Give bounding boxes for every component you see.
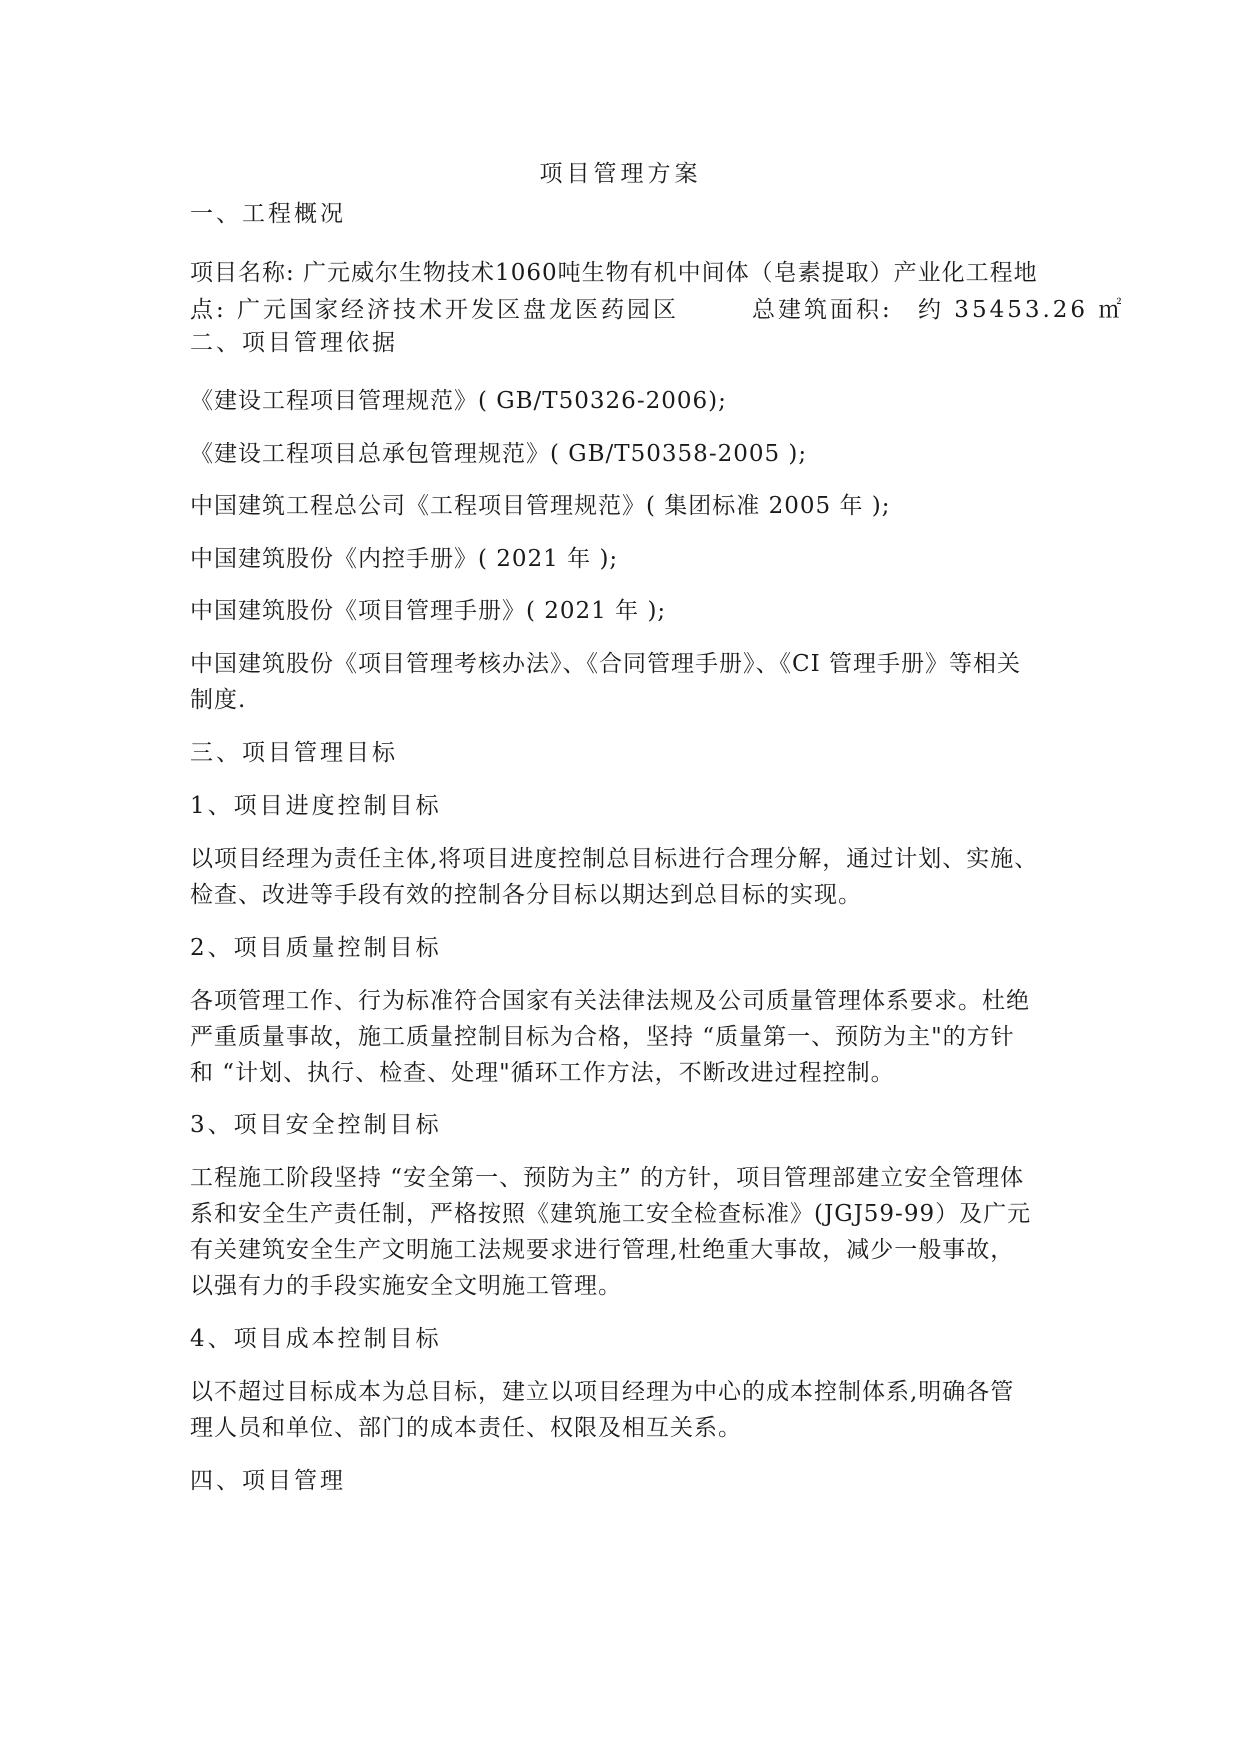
goal-heading-progress: 1、项目进度控制目标 (190, 793, 442, 819)
section-heading-goals: 三、项目管理目标 (190, 740, 398, 766)
goal-heading-cost: 4、项目成本控制目标 (190, 1326, 442, 1352)
goal-heading-safety: 3、项目安全控制目标 (190, 1112, 442, 1138)
paragraph-line: 和 “计划、执行、检查、处理"循环工作方法，不断改进过程控制。 (190, 1060, 895, 1086)
basis-item: 《建设工程项目管理规范》( GB/T50326-2006); (190, 388, 727, 414)
paragraph-line: 以项目经理为责任主体,将项目进度控制总目标进行合理分解，通过计划、实施、 (190, 846, 1039, 872)
paragraph-line: 检查、改进等手段有效的控制各分目标以期达到总目标的实现。 (190, 882, 862, 908)
basis-item: 中国建筑股份《项目管理手册》( 2021 年 ); (190, 598, 667, 624)
basis-item: 制度. (190, 687, 247, 713)
paragraph-line: 系和安全生产责任制，严格按照《建筑施工安全检查标准》(JGJ59-99）及广元 (190, 1201, 1032, 1227)
project-place-line: 点: 广元国家经济技术开发区盘龙医药园区 (190, 297, 680, 323)
paragraph-line: 理人员和单位、部门的成本责任、权限及相互关系。 (190, 1415, 742, 1441)
section-heading-overview: 一、工程概况 (190, 201, 346, 227)
project-area-value: 约 35453.26 ㎡ (918, 297, 1125, 323)
basis-item: 中国建筑股份《内控手册》( 2021 年 ); (190, 546, 619, 572)
paragraph-line: 以不超过目标成本为总目标，建立以项目经理为中心的成本控制体系,明确各管 (190, 1379, 1015, 1405)
project-area-label: 总建筑面积: (752, 297, 893, 323)
section-heading-basis: 二、项目管理依据 (190, 330, 398, 356)
project-name-line: 项目名称: 广元威尔生物技术1060吨生物有机中间体（皂素提取）产业化工程地 (190, 260, 1038, 286)
paragraph-line: 以强有力的手段实施安全文明施工管理。 (190, 1273, 622, 1299)
basis-item: 中国建筑股份《项目管理考核办法》、《合同管理手册》、《CI 管理手册》等相关 (190, 651, 1021, 677)
paragraph-line: 工程施工阶段坚持 “安全第一、预防为主” 的方针，项目管理部建立安全管理体 (190, 1165, 1025, 1191)
section-heading-management: 四、项目管理 (190, 1468, 346, 1494)
basis-item: 《建设工程项目总承包管理规范》( GB/T50358-2005 ); (190, 441, 808, 467)
paragraph-line: 严重质量事故，施工质量控制目标为合格，坚持 “质量第一、预防为主"的方针 (190, 1024, 1015, 1050)
paragraph-line: 各项管理工作、行为标准符合国家有关法律法规及公司质量管理体系要求。杜绝 (190, 988, 1030, 1014)
document-title: 项目管理方案 (539, 161, 702, 187)
goal-heading-quality: 2、项目质量控制目标 (190, 935, 442, 961)
basis-item: 中国建筑工程总公司《工程项目管理规范》( 集团标准 2005 年 ); (190, 493, 891, 519)
paragraph-line: 有关建筑安全生产文明施工法规要求进行管理,杜绝重大事故，减少一般事故， (190, 1237, 1015, 1263)
